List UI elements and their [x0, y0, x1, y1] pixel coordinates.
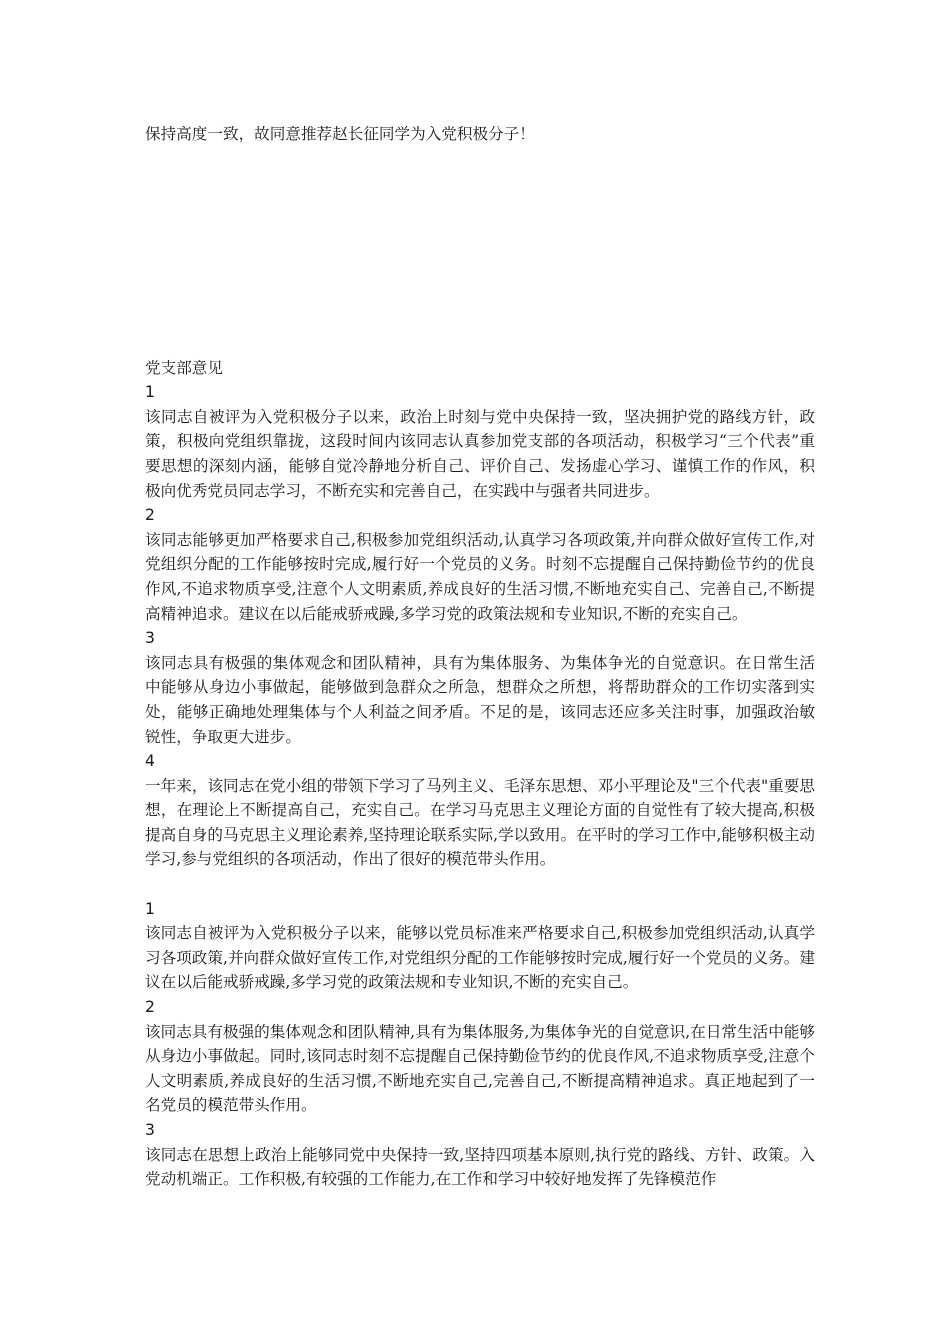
item-number: 1 — [145, 899, 155, 918]
opinion-paragraph: 该同志能够更加严格要求自己,积极参加党组织活动,认真学习各项政策,并向群众做好宣传工作,对党组织分配的工作能够按时完成,履行好一个党员的义务。时刻不忘提醒自己保持勤俭节约的优良作风,不追求物质享受,注意个人文明素质,养成良好的生活习惯,不断地充实自己、完善自己,不断提高精神追求。建议在以后能戒骄戒躁,多学习党的政策法规和专业知识,不断的充实自己。 — [145, 530, 815, 623]
item-number: 4 — [145, 752, 155, 771]
item-number: 2 — [145, 506, 155, 525]
item-number: 1 — [145, 383, 155, 402]
opinion-paragraph: 该同志自被评为入党积极分子以来，政治上时刻与党中央保持一致，坚决拥护党的路线方针，政策，积极向党组织靠拢，这段时间内该同志认真参加党支部的各项活动，积极学习“三个代表”重要思想的深刻内涵，能够自觉冷静地分析自己、评价自己、发扬虚心学习、谨慎工作的作风，积极向优秀党员同志学习，不断充实和完善自己，在实践中与强者共同进步。 — [145, 407, 815, 500]
item-number: 3 — [145, 1121, 155, 1139]
item-number: 3 — [145, 629, 155, 648]
opinion-paragraph: 一年来，该同志在党小组的带领下学习了马列主义、毛泽东思想、邓小平理论及"三个代表"重要思想，在理论上不断提高自己，充实自己。在学习马克思主义理论方面的自觉性有了较大提高,积极提高自身的马克思主义理论素养,坚持理论联系实际,学以致用。在平时的学习工作中,能够积极主动学习,参与党组织的各项活动，作出了很好的模范带头作用。 — [145, 776, 815, 869]
opinion-paragraph: 该同志具有极强的集体观念和团队精神,具有为集体服务,为集体争光的自觉意识,在日常生活中能够从身边小事做起。同时,该同志时刻不忘提醒自己保持勤俭节约的优良作风,不追求物质享受,注意个人文明素质,养成良好的生活习惯,不断地充实自己,完善自己,不断提高精神追求。真正地起到了一名党员的模范带头作用。 — [145, 1022, 815, 1115]
closing-line: 保持高度一致，故同意推荐赵长征同学为入党积极分子！ — [145, 125, 535, 143]
opinion-paragraph: 该同志在思想上政治上能够同党中央保持一致,坚持四项基本原则,执行党的路线、方针、政策。入党动机端正。工作积极,有较强的工作能力,在工作和学习中较好地发挥了先锋模范作 — [145, 1145, 815, 1189]
opinion-paragraph: 该同志具有极强的集体观念和团队精神，具有为集体服务、为集体争光的自觉意识。在日常生活中能够从身边小事做起，能够做到急群众之所急，想群众之所想，将帮助群众的工作切实落到实处，能够正确地处理集体与个人利益之间矛盾。不足的是，该同志还应多关注时事，加强政治敏锐性，争取更大进步。 — [145, 653, 815, 746]
opinion-group-2 — [145, 897, 815, 1192]
section-title: 党支部意见 — [145, 358, 223, 377]
opinion-group-1 — [145, 380, 815, 872]
item-number: 2 — [145, 998, 155, 1017]
blank-space — [145, 147, 815, 356]
opinion-paragraph: 该同志自被评为入党积极分子以来，能够以党员标准来严格要求自己,积极参加党组织活动,认真学习各项政策,并向群众做好宣传工作,对党组织分配的工作能够按时完成,履行好一个党员的义务。建议在以后能戒骄戒躁,多学习党的政策法规和专业知识,不断的充实自己。 — [145, 924, 815, 992]
document-page — [145, 122, 815, 1192]
blank-line — [145, 872, 815, 897]
